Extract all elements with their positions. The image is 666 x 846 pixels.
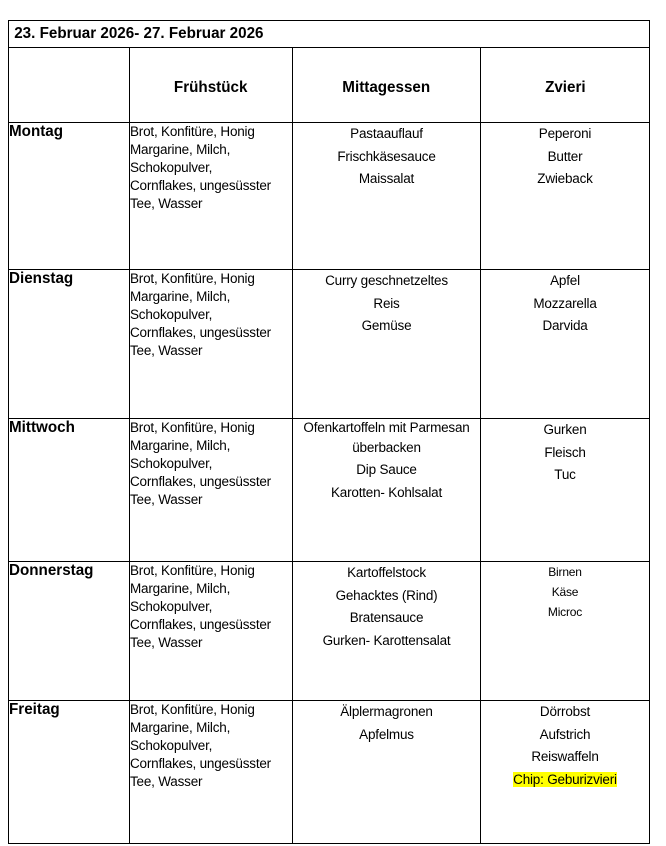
menu-item: Dip Sauce [356,462,417,477]
menu-item: Gemüse [361,318,412,333]
header-row [9,48,650,123]
menu-item: Margarine, Milch, [130,720,231,735]
day-cell [9,562,130,701]
menu-item: Tuc [554,467,576,482]
menu-item: Schokopulver, [130,599,213,614]
table-row-mittwoch [9,419,650,562]
day-label: Freitag [9,701,60,718]
menu-item: Brot, Konfitüre, Honig [130,271,255,286]
mittagessen-cell [293,562,481,701]
menu-item: Reiswaffeln [531,749,599,764]
menu-item: Gehacktes (Rind) [335,587,438,603]
menu-item: Tee, Wasser [130,492,203,507]
fruehstueck-cell [130,701,293,844]
table-row-dienstag [9,270,650,419]
header-mittagessen [293,48,481,123]
menu-item: Schokopulver, [130,307,213,322]
menu-item: Tee, Wasser [130,196,203,211]
menu-item: Brot, Konfitüre, Honig [130,124,255,139]
menu-item: Cornflakes, ungesüsster [130,617,271,632]
menu-item: Schokopulver, [130,738,213,753]
menu-item: Brot, Konfitüre, Honig [130,702,255,717]
menu-item: Mozzarella [533,295,597,311]
day-label: Mittwoch [9,419,75,436]
day-label: Montag [9,123,64,140]
zvieri-cell [481,562,650,701]
menu-item: Cornflakes, ungesüsster [130,178,271,193]
menu-item: Cornflakes, ungesüsster [130,474,271,489]
menu-item: Curry geschnetzeltes [325,273,448,288]
menu-item: Aufstrich [539,726,591,742]
fruehstueck-cell [130,270,293,419]
menu-item: Brot, Konfitüre, Honig [130,420,255,435]
table-row-montag [9,123,650,270]
zvieri-cell [481,270,650,419]
menu-item: Frischkäsesauce [337,148,436,164]
menu-item: Gurken [543,422,587,437]
menu-item: Tee, Wasser [130,635,203,650]
menu-item: Käse [551,585,579,599]
menu-item: Schokopulver, [130,456,213,471]
zvieri-cell [481,419,650,562]
menu-item: Gurken- Karottensalat [322,632,451,648]
mittagessen-cell [293,419,481,562]
menu-item: überbacken [352,439,421,455]
header-empty [9,48,130,123]
mittagessen-cell [293,270,481,419]
menu-item: Peperoni [538,126,592,141]
menu-item: Butter [547,148,583,164]
menu-item: Margarine, Milch, [130,581,231,596]
header-label: Frühstück [174,79,248,96]
menu-item: Ofenkartoffeln mit Parmesan [303,420,470,435]
day-label: Dienstag [9,270,74,287]
menu-item: Brot, Konfitüre, Honig [130,563,255,578]
menu-item: Birnen [548,565,582,579]
menu-item: Cornflakes, ungesüsster [130,325,271,340]
menu-item: Margarine, Milch, [130,289,231,304]
table-row-freitag [9,701,650,844]
menu-item: Pastaauflauf [350,126,423,141]
menu-item: Zwieback [537,171,593,186]
mittagessen-cell [293,123,481,270]
highlighted-menu-item: Chip: Geburizvieri [513,771,617,787]
fruehstueck-cell [130,419,293,562]
menu-item: Karotten- Kohlsalat [330,484,443,500]
menu-item: Älplermagronen [340,704,433,719]
menu-item: Microc [547,605,583,619]
mittagessen-cell [293,701,481,844]
header-label: Mittagessen [342,79,431,96]
menu-item: Tee, Wasser [130,343,203,358]
menu-item: Dörrobst [539,704,591,719]
menu-item: Maissalat [358,171,415,186]
menu-item: Reis [373,295,400,311]
menu-item: Tee, Wasser [130,774,203,789]
fruehstueck-cell [130,123,293,270]
menu-item: Schokopulver, [130,160,213,175]
menu-item: Margarine, Milch, [130,438,231,453]
menu-item: Darvida [542,318,588,333]
day-cell [9,419,130,562]
fruehstueck-cell [130,562,293,701]
menu-item: Bratensauce [349,610,424,625]
menu-item: Cornflakes, ungesüsster [130,756,271,771]
header-label: Zvieri [544,79,586,96]
table-row-donnerstag [9,562,650,701]
day-label: Donnerstag [9,562,94,579]
weekly-menu-table [8,20,650,844]
zvieri-cell [481,701,650,844]
title-row [9,21,650,48]
menu-item: Apfelmus [359,726,414,742]
menu-item: Kartoffelstock [347,565,426,580]
day-cell [9,123,130,270]
menu-item: Fleisch [544,444,586,460]
menu-item: Apfel [550,273,580,288]
zvieri-cell [481,123,650,270]
header-zvieri [481,48,650,123]
day-cell [9,701,130,844]
week-title: 23. Februar 2026- 27. Februar 2026 [9,21,618,48]
header-fruehstueck [130,48,293,123]
menu-item: Margarine, Milch, [130,142,231,157]
day-cell [9,270,130,419]
